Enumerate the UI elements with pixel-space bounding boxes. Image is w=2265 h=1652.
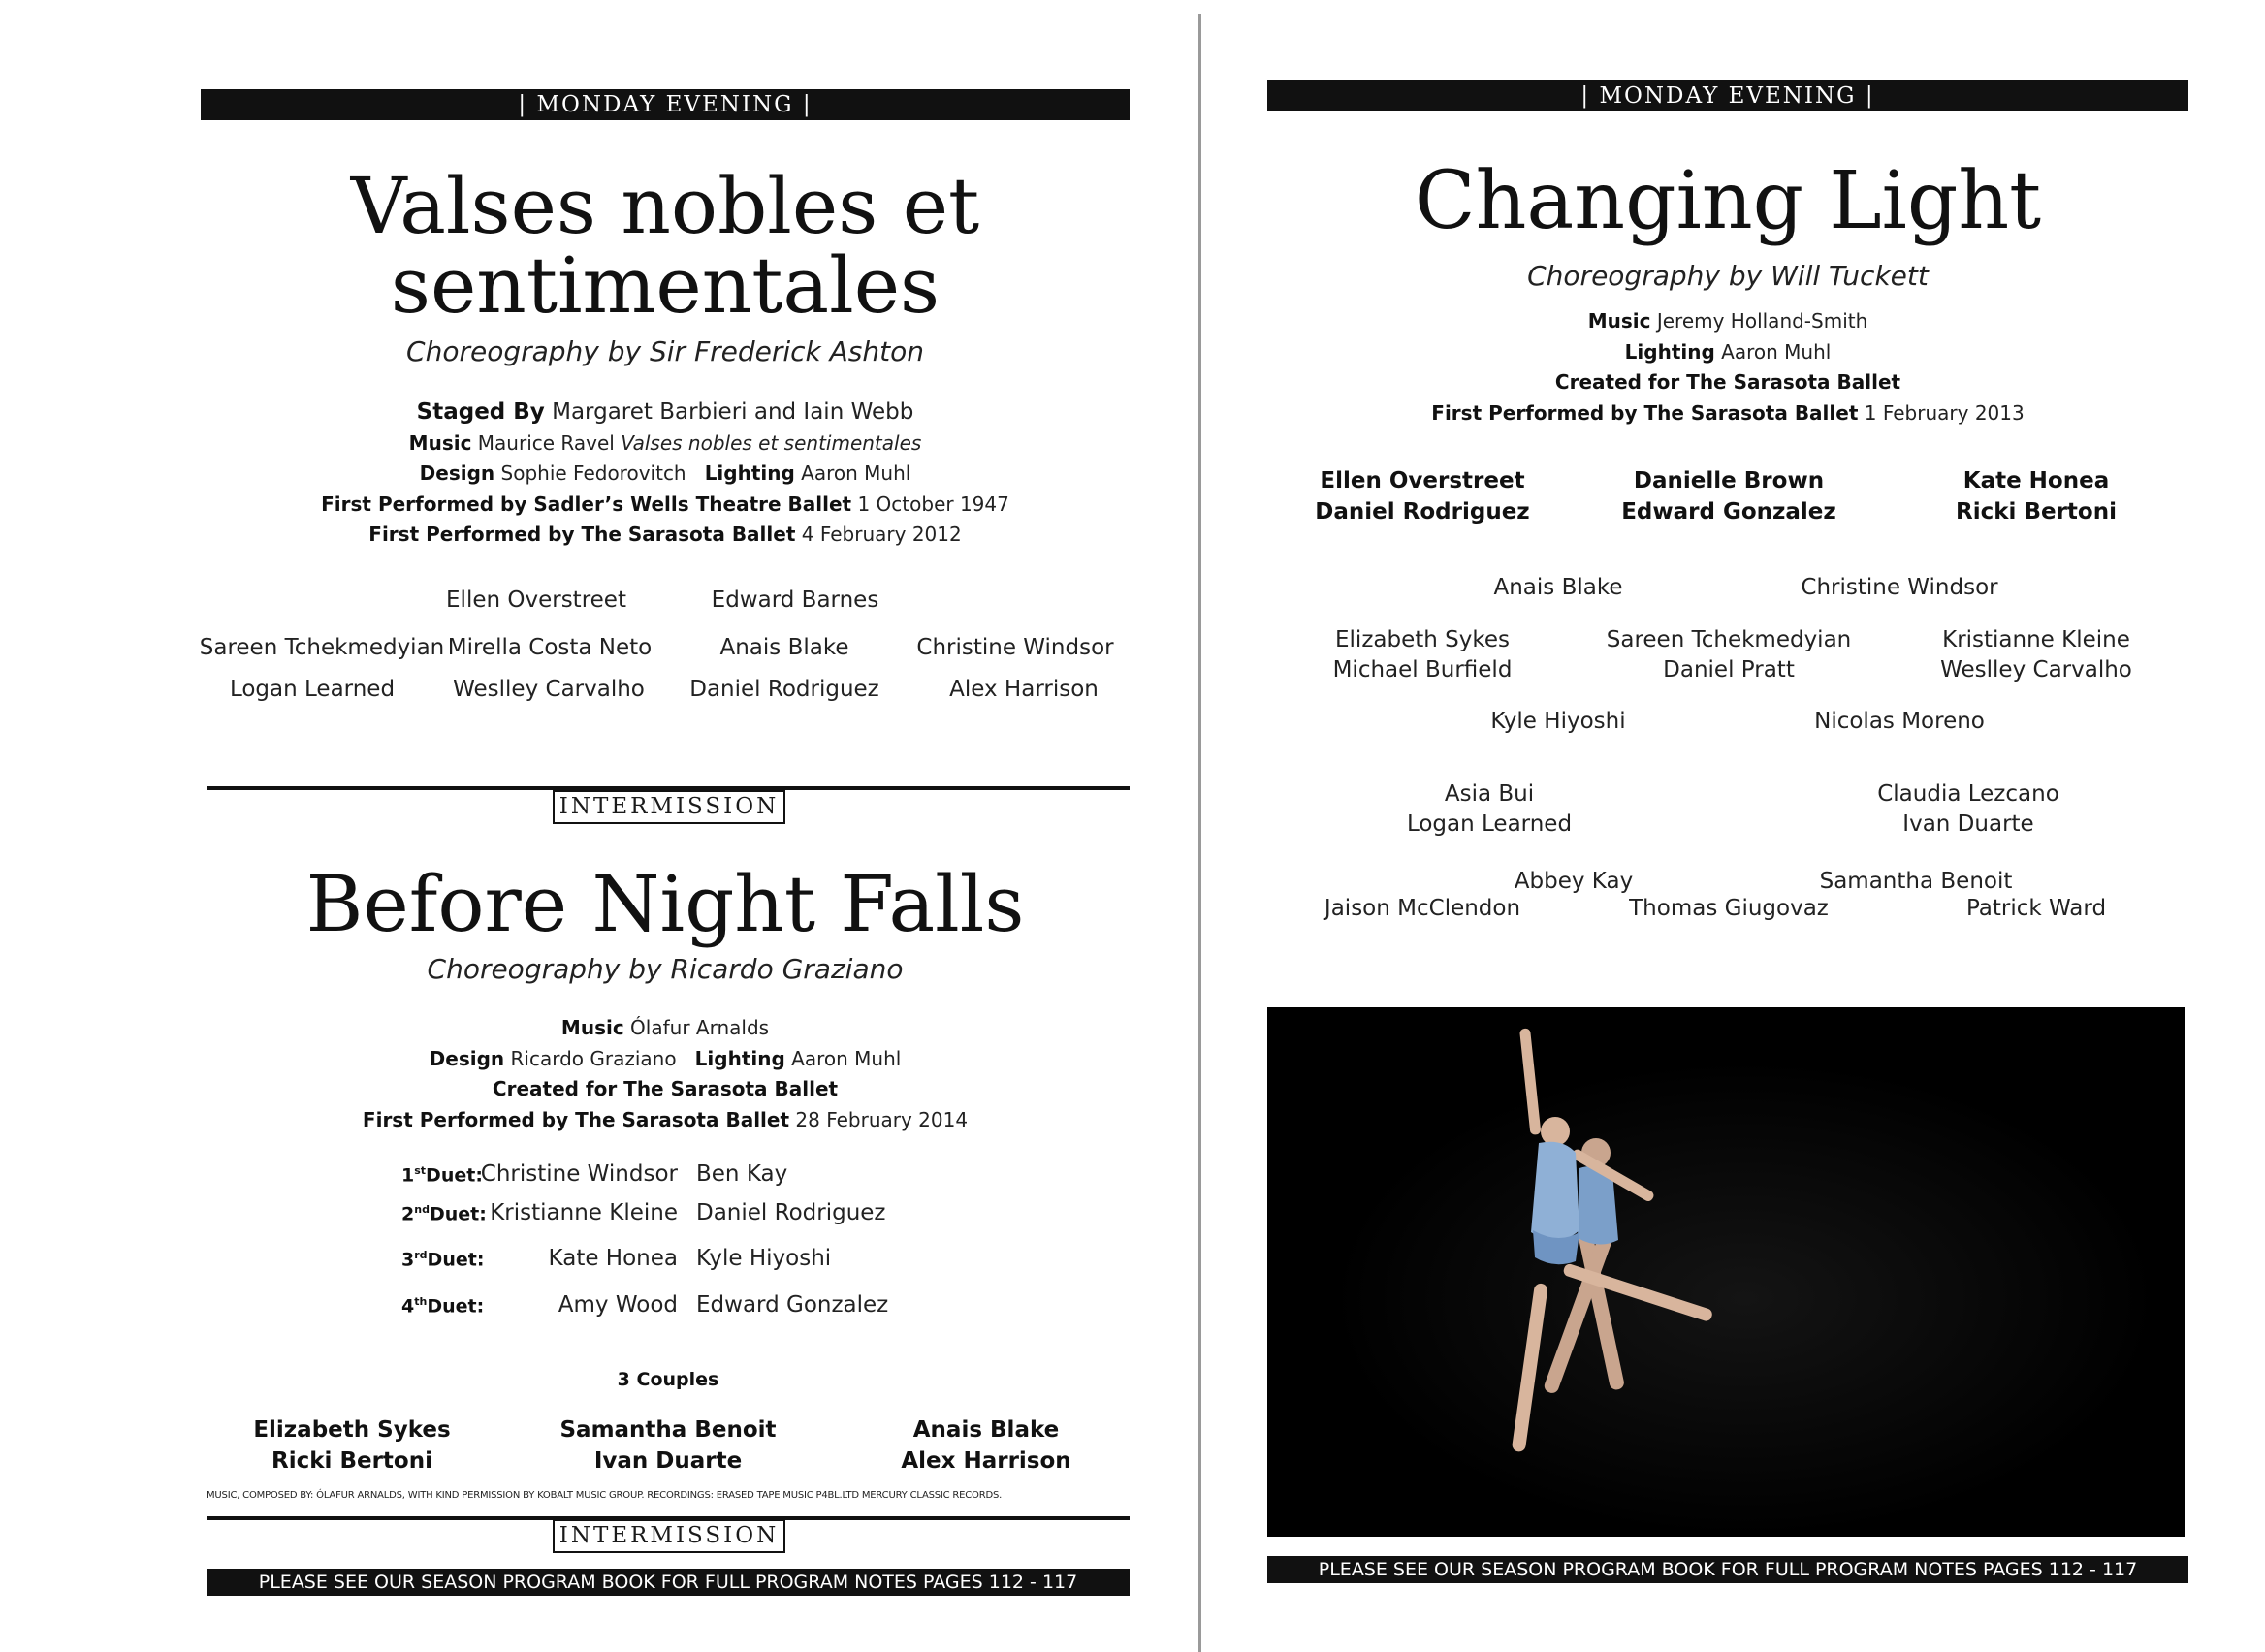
ensemble-dancer: Kyle Hiyoshi xyxy=(1490,709,1626,734)
left-header-band xyxy=(201,89,1130,120)
design-value: Ricardo Graziano xyxy=(510,1046,677,1070)
ensemble-pair: Claudia Lezcano Ivan Duarte xyxy=(1877,781,2059,837)
piece1-music-line xyxy=(201,429,1130,460)
lighting-value: Aaron Muhl xyxy=(791,1046,902,1070)
first-value: 28 February 2014 xyxy=(795,1107,969,1131)
intermission-label: INTERMISSION xyxy=(553,1519,785,1553)
left-header-text: | MONDAY EVENING | xyxy=(518,92,813,117)
design-label: Design xyxy=(429,1046,505,1070)
piece1-cast: Weslley Carvalho xyxy=(453,677,645,702)
staged-label: Staged By xyxy=(416,399,545,425)
piece3-music-line xyxy=(1267,306,2188,337)
page-spine xyxy=(1198,14,1201,1652)
design-label: Design xyxy=(419,461,495,485)
duet-dancer-b: Edward Gonzalez xyxy=(696,1292,889,1318)
first1-label: First Performed by Sadler’s Wells Theatre Ballet xyxy=(321,492,852,516)
piece1-lead1: Ellen Overstreet xyxy=(446,588,626,613)
lighting-label: Lighting xyxy=(694,1046,785,1070)
couple: Elizabeth Sykes Ricki Bertoni xyxy=(253,1417,451,1474)
couples-heading: 3 Couples xyxy=(617,1369,719,1390)
created-label: Created for The Sarasota Ballet xyxy=(1554,370,1901,394)
piece1-first2-line xyxy=(201,520,1130,551)
piece2-choreographer: Choreography by Ricardo Graziano xyxy=(427,953,904,985)
duet-dancer-a: Amy Wood xyxy=(558,1292,678,1318)
couple: Samantha Benoit Ivan Duarte xyxy=(559,1417,777,1474)
first2-label: First Performed by The Sarasota Ballet xyxy=(368,523,796,546)
staged-value: Margaret Barbieri and Iain Webb xyxy=(552,399,914,425)
first2-value: 4 February 2012 xyxy=(801,523,962,546)
ensemble-dancer: Anais Blake xyxy=(1493,575,1623,600)
left-footer-band xyxy=(207,1569,1130,1596)
duet-dancer-b: Kyle Hiyoshi xyxy=(696,1246,832,1271)
ensemble-dancer: Jaison McClendon xyxy=(1324,896,1521,921)
duet-label: 4thDuet: xyxy=(401,1295,485,1318)
first-value: 1 February 2013 xyxy=(1864,400,2025,425)
duet-dancer-a: Kate Honea xyxy=(548,1246,678,1271)
duet-dancer-b: Daniel Rodriguez xyxy=(696,1200,886,1225)
duet-dancer-b: Ben Kay xyxy=(696,1161,788,1187)
music-label: Music xyxy=(1587,309,1651,333)
piece1-credits xyxy=(201,397,1130,551)
piece1-cast: Anais Blake xyxy=(719,635,849,660)
piece1-cast: Mirella Costa Neto xyxy=(447,635,653,660)
ensemble-dancer: Abbey Kay xyxy=(1514,869,1634,894)
first-label: First Performed by The Sarasota Ballet xyxy=(362,1107,790,1131)
right-footer-band xyxy=(1267,1556,2188,1583)
lighting-value: Aaron Muhl xyxy=(801,461,911,485)
intermission-label: INTERMISSION xyxy=(553,790,785,824)
dancers-illustration xyxy=(1267,1007,2185,1537)
ensemble-pair: Kristianne Kleine Weslley Carvalho xyxy=(1940,627,2132,683)
piece3-lighting-line xyxy=(1267,337,2188,368)
piece2-design-line xyxy=(201,1044,1130,1075)
piece2-created-line xyxy=(201,1074,1130,1105)
duet-label: 3rdDuet: xyxy=(401,1249,485,1271)
piece1-cast: Christine Windsor xyxy=(916,635,1114,660)
piece1-cast: Daniel Rodriguez xyxy=(689,677,879,702)
music-value: Maurice Ravel xyxy=(477,430,615,455)
piece3-created-line xyxy=(1267,367,2188,398)
duet-label: 2ndDuet: xyxy=(401,1203,487,1225)
piece3-credits xyxy=(1267,306,2188,429)
couple: Anais Blake Alex Harrison xyxy=(901,1417,1071,1474)
piece2-music-line xyxy=(201,1013,1130,1044)
ensemble-dancer: Samantha Benoit xyxy=(1819,869,2013,894)
piece1-first1-line xyxy=(201,490,1130,521)
piece2-credits xyxy=(201,1013,1130,1135)
piece1-staged-line xyxy=(201,397,1130,429)
duet-label: 1stDuet: xyxy=(401,1164,483,1187)
first-label: First Performed by The Sarasota Ballet xyxy=(1431,400,1859,425)
design-value: Sophie Fedorovitch xyxy=(500,461,686,485)
ensemble-dancer: Patrick Ward xyxy=(1965,896,2107,921)
music-value: Jeremy Holland-Smith xyxy=(1656,309,1868,333)
ensemble-pair: Sareen Tchekmedyian Daniel Pratt xyxy=(1606,627,1852,683)
piece1-cast: Sareen Tchekmedyian xyxy=(199,635,445,660)
ensemble-pair: Elizabeth Sykes Michael Burfield xyxy=(1332,627,1513,683)
right-header-text: | MONDAY EVENING | xyxy=(1580,83,1875,109)
piece1-title xyxy=(201,161,1130,331)
piece1-choreographer: Choreography by Sir Frederick Ashton xyxy=(406,335,924,367)
left-footer-text: PLEASE SEE OUR SEASON PROGRAM BOOK FOR FULL PROGRAM NOTES PAGES 112 - 117 xyxy=(258,1572,1078,1593)
music-label: Music xyxy=(560,1016,624,1039)
first1-value: 1 October 1947 xyxy=(857,492,1009,516)
lighting-label: Lighting xyxy=(1624,339,1715,364)
piece1-lead2: Edward Barnes xyxy=(711,588,879,613)
music-work: Valses nobles et sentimentales xyxy=(621,430,922,455)
right-footer-text: PLEASE SEE OUR SEASON PROGRAM BOOK FOR FULL PROGRAM NOTES PAGES 112 - 117 xyxy=(1318,1559,2138,1580)
duet-dancer-a: Kristianne Kleine xyxy=(490,1200,678,1225)
piece1-title-line1: Valses nobles et xyxy=(350,161,980,251)
lighting-value: Aaron Muhl xyxy=(1721,339,1832,364)
ensemble-pair: Asia Bui Logan Learned xyxy=(1406,781,1573,837)
music-rights-note: MUSIC, COMPOSED BY: ÓLAFUR ARNALDS, WITH KIND PERMISSION BY KOBALT MUSIC GROUP. RECORDINGS: ERASED TAPE MUSIC P4BL.LTD MERCURY CLASSIC RECORDS. xyxy=(207,1490,1003,1501)
ensemble-dancer: Thomas Giugovaz xyxy=(1629,896,1829,921)
duet-dancer-a: Christine Windsor xyxy=(480,1161,678,1187)
piece2-first-line xyxy=(201,1105,1130,1136)
music-value: Ólafur Arnalds xyxy=(630,1016,770,1039)
piece3-title: Changing Light xyxy=(1414,155,2042,247)
created-label: Created for The Sarasota Ballet xyxy=(492,1077,839,1100)
lighting-label: Lighting xyxy=(704,461,795,485)
principal-couple: Ellen Overstreet Daniel Rodriguez xyxy=(1315,468,1530,524)
piece1-design-line xyxy=(201,459,1130,490)
performance-photo xyxy=(1267,1007,2185,1537)
right-header-band xyxy=(1267,80,2188,111)
ensemble-dancer: Nicolas Moreno xyxy=(1814,709,1985,734)
ensemble-dancer: Christine Windsor xyxy=(1801,575,1998,600)
music-label: Music xyxy=(408,430,472,455)
piece1-cast: Logan Learned xyxy=(229,677,396,702)
piece3-choreographer: Choreography by Will Tuckett xyxy=(1527,260,1929,292)
principal-couple: Kate Honea Ricki Bertoni xyxy=(1956,468,2117,524)
piece1-title-line2: sentimentales xyxy=(390,240,941,331)
piece3-first-line xyxy=(1267,398,2188,429)
principal-couple: Danielle Brown Edward Gonzalez xyxy=(1621,468,1836,524)
piece2-title: Before Night Falls xyxy=(305,859,1025,949)
piece1-cast: Alex Harrison xyxy=(949,677,1099,702)
